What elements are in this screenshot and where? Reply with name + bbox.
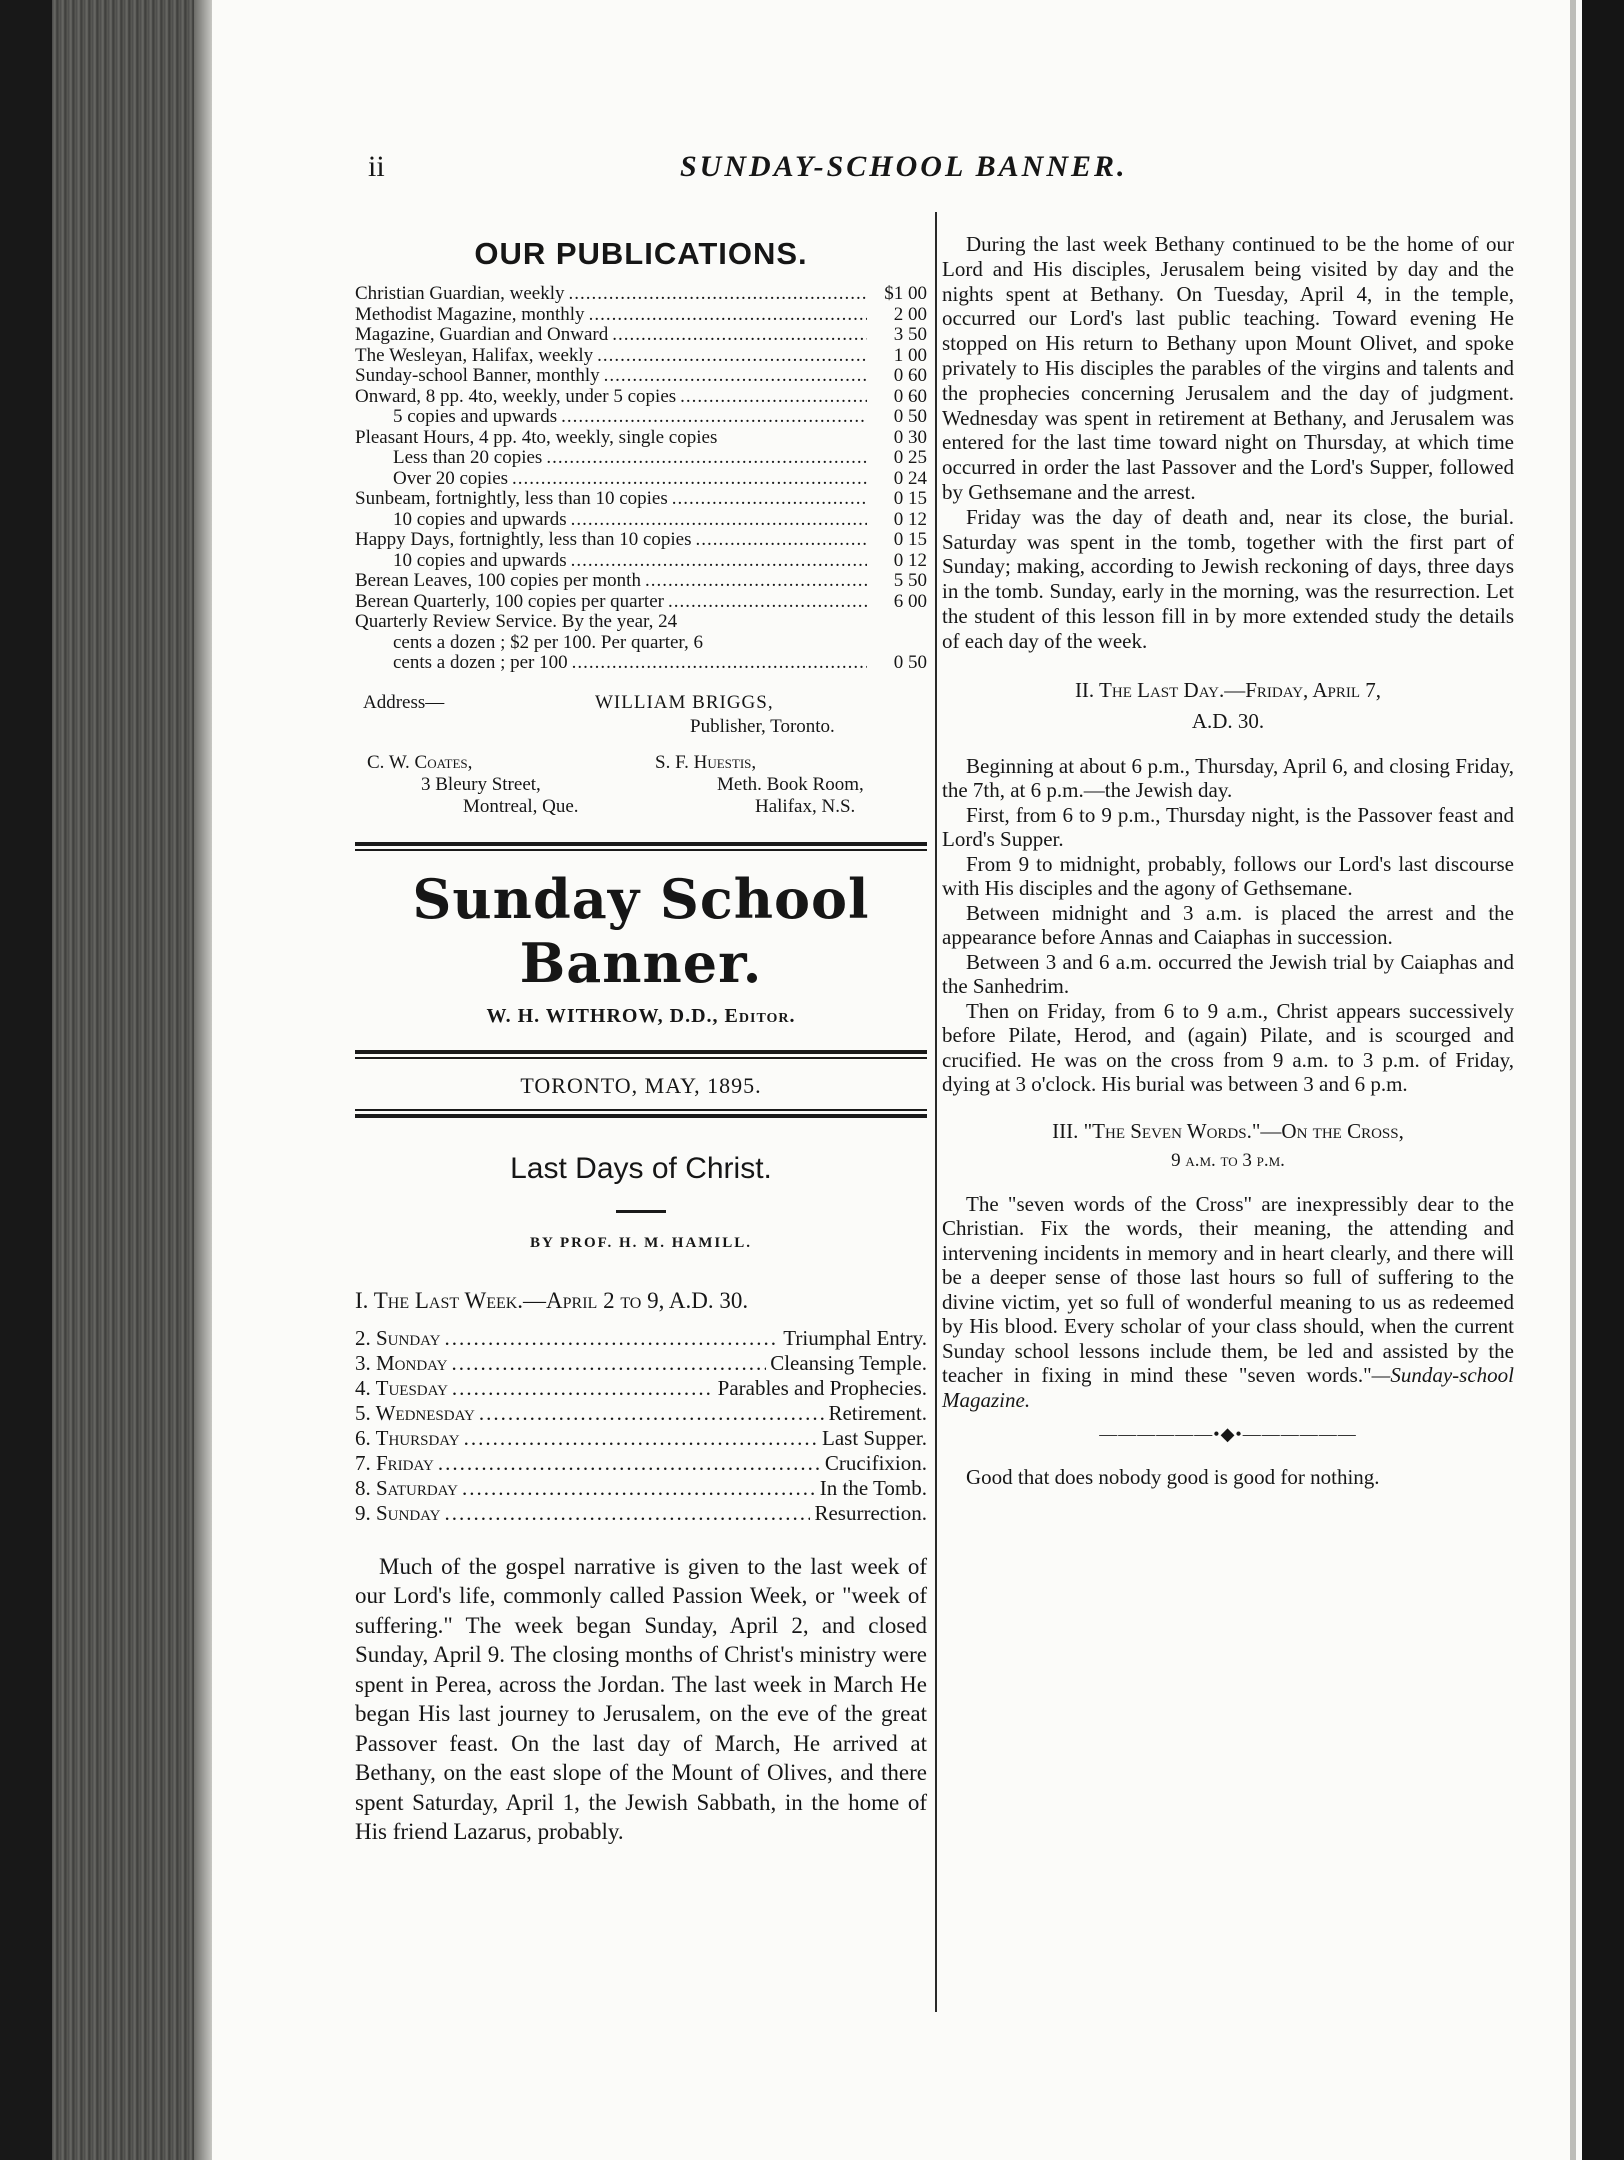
- leader-dots: [645, 571, 867, 592]
- publication-price: 0 15: [893, 529, 927, 550]
- publisher-name: WILLIAM BRIGGS,: [595, 691, 774, 713]
- publication-name: Methodist Magazine, monthly: [355, 303, 585, 325]
- day-row: [355, 1426, 927, 1451]
- leader-dots: [568, 284, 867, 305]
- publication-price: 1 00: [893, 344, 927, 366]
- publication-row: [355, 469, 927, 490]
- address-label: Address—: [363, 691, 445, 713]
- leader-dots: [597, 346, 867, 367]
- leader-dots: [479, 1401, 825, 1426]
- publication-name: The Wesleyan, Halifax, weekly: [355, 344, 594, 366]
- day-event: Parables and Prophecies.: [717, 1375, 927, 1400]
- day-event: Crucifixion.: [824, 1450, 927, 1475]
- day-name: 6. Thursday: [355, 1425, 460, 1450]
- publication-row: [355, 305, 927, 326]
- publisher-place: Publisher, Toronto.: [690, 715, 835, 737]
- leader-dots: [571, 551, 867, 572]
- section-three-heading: III. "The Seven Words."—On the Cross,: [1052, 1118, 1404, 1143]
- publications-heading: OUR PUBLICATIONS.: [474, 236, 808, 271]
- editor-line: W. H. WITHROW, D.D., Editor.: [486, 1004, 796, 1027]
- leader-dots: [444, 1501, 810, 1526]
- publication-price: 0 12: [893, 508, 927, 530]
- day-name: 2. Sunday: [355, 1325, 441, 1350]
- paragraph-jewish-day: Beginning at about 6 p.m., Thursday, April 6, and closing Friday, the 7th, at 6 p.m.—the Jewish day.: [942, 753, 1514, 803]
- day-row: [355, 1476, 927, 1501]
- publication-row: [355, 325, 927, 346]
- book-binding: [0, 0, 52, 2160]
- day-row: [355, 1451, 927, 1476]
- leader-dots: [512, 469, 867, 490]
- publication-row: [355, 366, 927, 387]
- leader-dots: [561, 407, 867, 428]
- publication-row: [355, 346, 927, 367]
- day-event: Resurrection.: [814, 1500, 927, 1525]
- publication-name: Happy Days, fortnightly, less than 10 copies: [355, 529, 692, 550]
- leader-dots: [546, 448, 867, 469]
- day-name: 5. Wednesday: [355, 1400, 475, 1425]
- publication-price: 3 50: [893, 324, 927, 345]
- scan-border: [1582, 0, 1624, 2160]
- running-title: SUNDAY-SCHOOL BANNER.: [680, 150, 1128, 183]
- publication-row: [355, 428, 927, 449]
- publication-price: 0 30: [893, 426, 927, 448]
- day-event: Cleansing Temple.: [770, 1350, 927, 1375]
- publication-row: [355, 448, 927, 469]
- publication-price: 0 24: [893, 467, 927, 489]
- publication-price: 2 00: [893, 303, 927, 325]
- day-event: In the Tomb.: [819, 1475, 927, 1500]
- publication-name: 10 copies and upwards: [393, 508, 567, 530]
- paragraph-discourse: From 9 to midnight, probably, follows our Lord's last discourse with His disciples and the agony of Gethsemane.: [942, 851, 1514, 901]
- paragraph-friday: Friday was the day of death and, near its close, the burial. Saturday was spent in the tomb, together with the first part of Sunday; making, according to Jewish reckoning of days, three days in the tomb. Sunday, early in the morning, was the resurrection. Let the student of this lesson fill in by more extended study the details of each day of the week.: [942, 504, 1514, 653]
- publication-name: Magazine, Guardian and Onward: [355, 324, 609, 345]
- leader-dots: [452, 1376, 714, 1401]
- leader-dots: [589, 305, 867, 326]
- address-block: [355, 692, 927, 842]
- publication-name: 10 copies and upwards: [393, 549, 567, 571]
- masthead-title: Sunday School Banner.: [412, 866, 870, 995]
- section-three-heading-time: 9 a.m. to 3 p.m.: [1171, 1149, 1285, 1171]
- leader-dots: [604, 366, 867, 387]
- day-event: Last Supper.: [822, 1425, 927, 1450]
- paragraph-crucifixion: Then on Friday, from 6 to 9 a.m., Christ appears successively before Pilate, Herod, and (again) Pilate, and is scourged and crucified. He was on the cross from 9 a.m. to 3 p.m. of Friday, dying at 3 o'clock. His burial was between 3 and 6 p.m.: [942, 998, 1514, 1097]
- day-event: Triumphal Entry.: [783, 1325, 927, 1350]
- publication-row: [355, 510, 927, 531]
- day-row: [355, 1326, 927, 1351]
- publication-row: [355, 653, 927, 674]
- publication-price: 0 60: [893, 385, 927, 407]
- publication-name: Sunbeam, fortnightly, less than 10 copies: [355, 488, 668, 509]
- leader-dots: [451, 1351, 766, 1376]
- section-one-heading: I. The Last Week.—April 2 to 9, A.D. 30.: [355, 1287, 749, 1313]
- publication-price: [871, 633, 927, 654]
- publication-name: Over 20 copies: [393, 467, 509, 489]
- publication-name: cents a dozen ; per 100: [393, 652, 568, 673]
- publication-name: Quarterly Review Service. By the year, 24: [355, 611, 678, 632]
- publication-price: 6 00: [893, 590, 927, 612]
- publication-price: 0 15: [893, 488, 927, 509]
- day-row: [355, 1501, 927, 1526]
- agent1-city: Montreal, Que.: [463, 795, 579, 817]
- byline: BY PROF. H. M. HAMILL.: [529, 1234, 753, 1251]
- paragraph-passion-week: Much of the gospel narrative is given to the last week of our Lord's life, commonly called Passion Week, or "week of suffering." The week began Sunday, April 2, and closed Sunday, April 9. The closing months of Christ's ministry were spent in Perea, across the Jordan. The last week in March He began His last journey to Jerusalem, on the eve of the great Passover feast. On the last day of March, He arrived at Bethany, on the east slope of the Mount of Olives, and there spent Saturday, April 1, the Jewish Sabbath, in the home of His friend Lazarus, probably.: [355, 1553, 927, 1844]
- day-name: 7. Friday: [355, 1450, 434, 1475]
- publication-name: Onward, 8 pp. 4to, weekly, under 5 copies: [355, 385, 677, 407]
- leader-dots: [464, 1426, 818, 1451]
- day-name: 4. Tuesday: [355, 1375, 448, 1400]
- agent1-name: C. W. Coates,: [367, 751, 473, 773]
- dateline-top-rule: [355, 1050, 927, 1054]
- publication-name: Less than 20 copies: [393, 447, 543, 468]
- leader-dots: [571, 510, 867, 531]
- leader-dots: [680, 387, 867, 408]
- leader-dots: [721, 428, 867, 449]
- publication-price: 0 50: [893, 406, 927, 427]
- masthead-top-rule: [355, 842, 927, 846]
- publication-price: 0 12: [893, 549, 927, 571]
- day-name: 9. Sunday: [355, 1500, 441, 1525]
- paragraph-last-week: During the last week Bethany continued to be the home of our Lord and His disciples, Jerusalem being visited by day and the nights spent at Bethany. On Tuesday, April 4, in the temple, occurred our Lord's last public teaching. Toward evening He stopped on His return to Bethany upon Mount Olivet, and spoke privately to His disciples the parables of the virgins and talents and the prophecies concerning Jerusalem and the day of judgment. Wednesday was spent in retirement at Bethany, and Jerusalem was entered for the last time toward night on Thursday, at which time occurred in order the last Passover and the Lord's Supper, followed by Gethsemane and the arrest.: [942, 232, 1514, 504]
- day-event: Retirement.: [828, 1400, 927, 1425]
- publication-name: Pleasant Hours, 4 pp. 4to, weekly, single copies: [355, 426, 718, 448]
- article-title: Last Days of Christ.: [510, 1151, 772, 1185]
- agent2-name: S. F. Huestis,: [655, 751, 757, 773]
- dateline-bottom-rule-thin: [355, 1109, 927, 1111]
- seven-words-text: The "seven words of the Cross" are inexpressibly dear to the Christian. Fix the words, their meaning, the attending and intervening incidents in memory and in heart clearly, and there will be a deeper sense of those last hours so full of suffering to the divine victim, yet so full of wonderful meaning to us as redeemed by His blood. Every scholar of your class should, when the current Sunday school lessons include them, be led and assisted by the teacher in fixing in mind these "seven words.": [942, 1191, 1514, 1388]
- leader-dots: [668, 592, 867, 613]
- masthead-top-rule-thin: [355, 849, 927, 851]
- leader-dots: [696, 530, 868, 551]
- publication-price: 0 60: [893, 365, 927, 386]
- publication-row: [355, 387, 927, 408]
- publication-price: 0 25: [893, 447, 927, 468]
- dateline-bottom-rule: [355, 1114, 927, 1118]
- title-rule: [616, 1210, 666, 1213]
- publication-row: [355, 571, 927, 592]
- publication-price: 5 50: [893, 570, 927, 591]
- page-edges: [52, 0, 212, 2160]
- agent2-street: Meth. Book Room,: [717, 773, 864, 795]
- ornament-divider: ——————•◆•——————: [1099, 1424, 1357, 1445]
- day-row: [355, 1376, 927, 1401]
- day-row: [355, 1401, 927, 1426]
- publication-row: [355, 489, 927, 510]
- leader-dots: [438, 1451, 821, 1476]
- paragraph-seven-words: [942, 1192, 1514, 1413]
- publication-name: Berean Quarterly, 100 copies per quarter: [355, 590, 664, 612]
- leader-dots: [612, 325, 867, 346]
- agent1-street: 3 Bleury Street,: [421, 773, 541, 795]
- day-name: 3. Monday: [355, 1350, 448, 1375]
- seven-words-source: —Sunday-school Magazine.: [942, 1363, 1514, 1412]
- publication-name: Berean Leaves, 100 copies per month: [355, 570, 641, 591]
- left-column: [355, 236, 927, 1847]
- dateline: TORONTO, MAY, 1895.: [520, 1072, 762, 1098]
- paragraph-closing: Good that does nobody good is good for nothing.: [966, 1465, 1380, 1490]
- leader-dots: [672, 489, 867, 510]
- section-two-heading: II. The Last Day.—Friday, April 7,: [1074, 677, 1382, 702]
- section-two-heading-date: A.D. 30.: [1191, 708, 1265, 733]
- publication-row: [355, 551, 927, 572]
- publication-price: [871, 612, 927, 633]
- publication-name: Sunday-school Banner, monthly: [355, 365, 600, 386]
- publication-row: [355, 633, 927, 654]
- leader-dots: [572, 653, 867, 674]
- right-column: [942, 232, 1514, 1490]
- agent2-city: Halifax, N.S.: [755, 795, 856, 817]
- publication-name: cents a dozen ; $2 per 100. Per quarter, 6: [393, 631, 703, 653]
- publication-price: 0 50: [893, 652, 927, 673]
- publication-price: $1 00: [884, 283, 927, 304]
- leader-dots: [681, 612, 867, 633]
- day-list: [355, 1326, 927, 1526]
- day-row: [355, 1351, 927, 1376]
- leader-dots: [462, 1476, 816, 1501]
- publication-row: [355, 612, 927, 633]
- publication-row: [355, 530, 927, 551]
- page-margin-edge: [1570, 0, 1576, 2160]
- publication-name: Christian Guardian, weekly: [355, 283, 565, 304]
- publication-row: [355, 284, 927, 305]
- page-number: ii: [368, 150, 385, 183]
- column-divider: [935, 212, 937, 2012]
- publication-row: [355, 407, 927, 428]
- paragraph-trial: Between 3 and 6 a.m. occurred the Jewish trial by Caiaphas and the Sanhedrim.: [942, 949, 1514, 999]
- leader-dots: [444, 1326, 779, 1351]
- paragraph-arrest: Between midnight and 3 a.m. is placed the arrest and the appearance before Annas and Caiaphas in succession.: [942, 900, 1514, 950]
- dateline-top-rule-thin: [355, 1057, 927, 1059]
- publications-list: [355, 284, 927, 674]
- day-name: 8. Saturday: [355, 1475, 458, 1500]
- publication-name: 5 copies and upwards: [393, 406, 558, 427]
- publication-row: [355, 592, 927, 613]
- leader-dots: [707, 633, 867, 654]
- paragraph-passover: First, from 6 to 9 p.m., Thursday night, is the Passover feast and Lord's Supper.: [942, 802, 1514, 852]
